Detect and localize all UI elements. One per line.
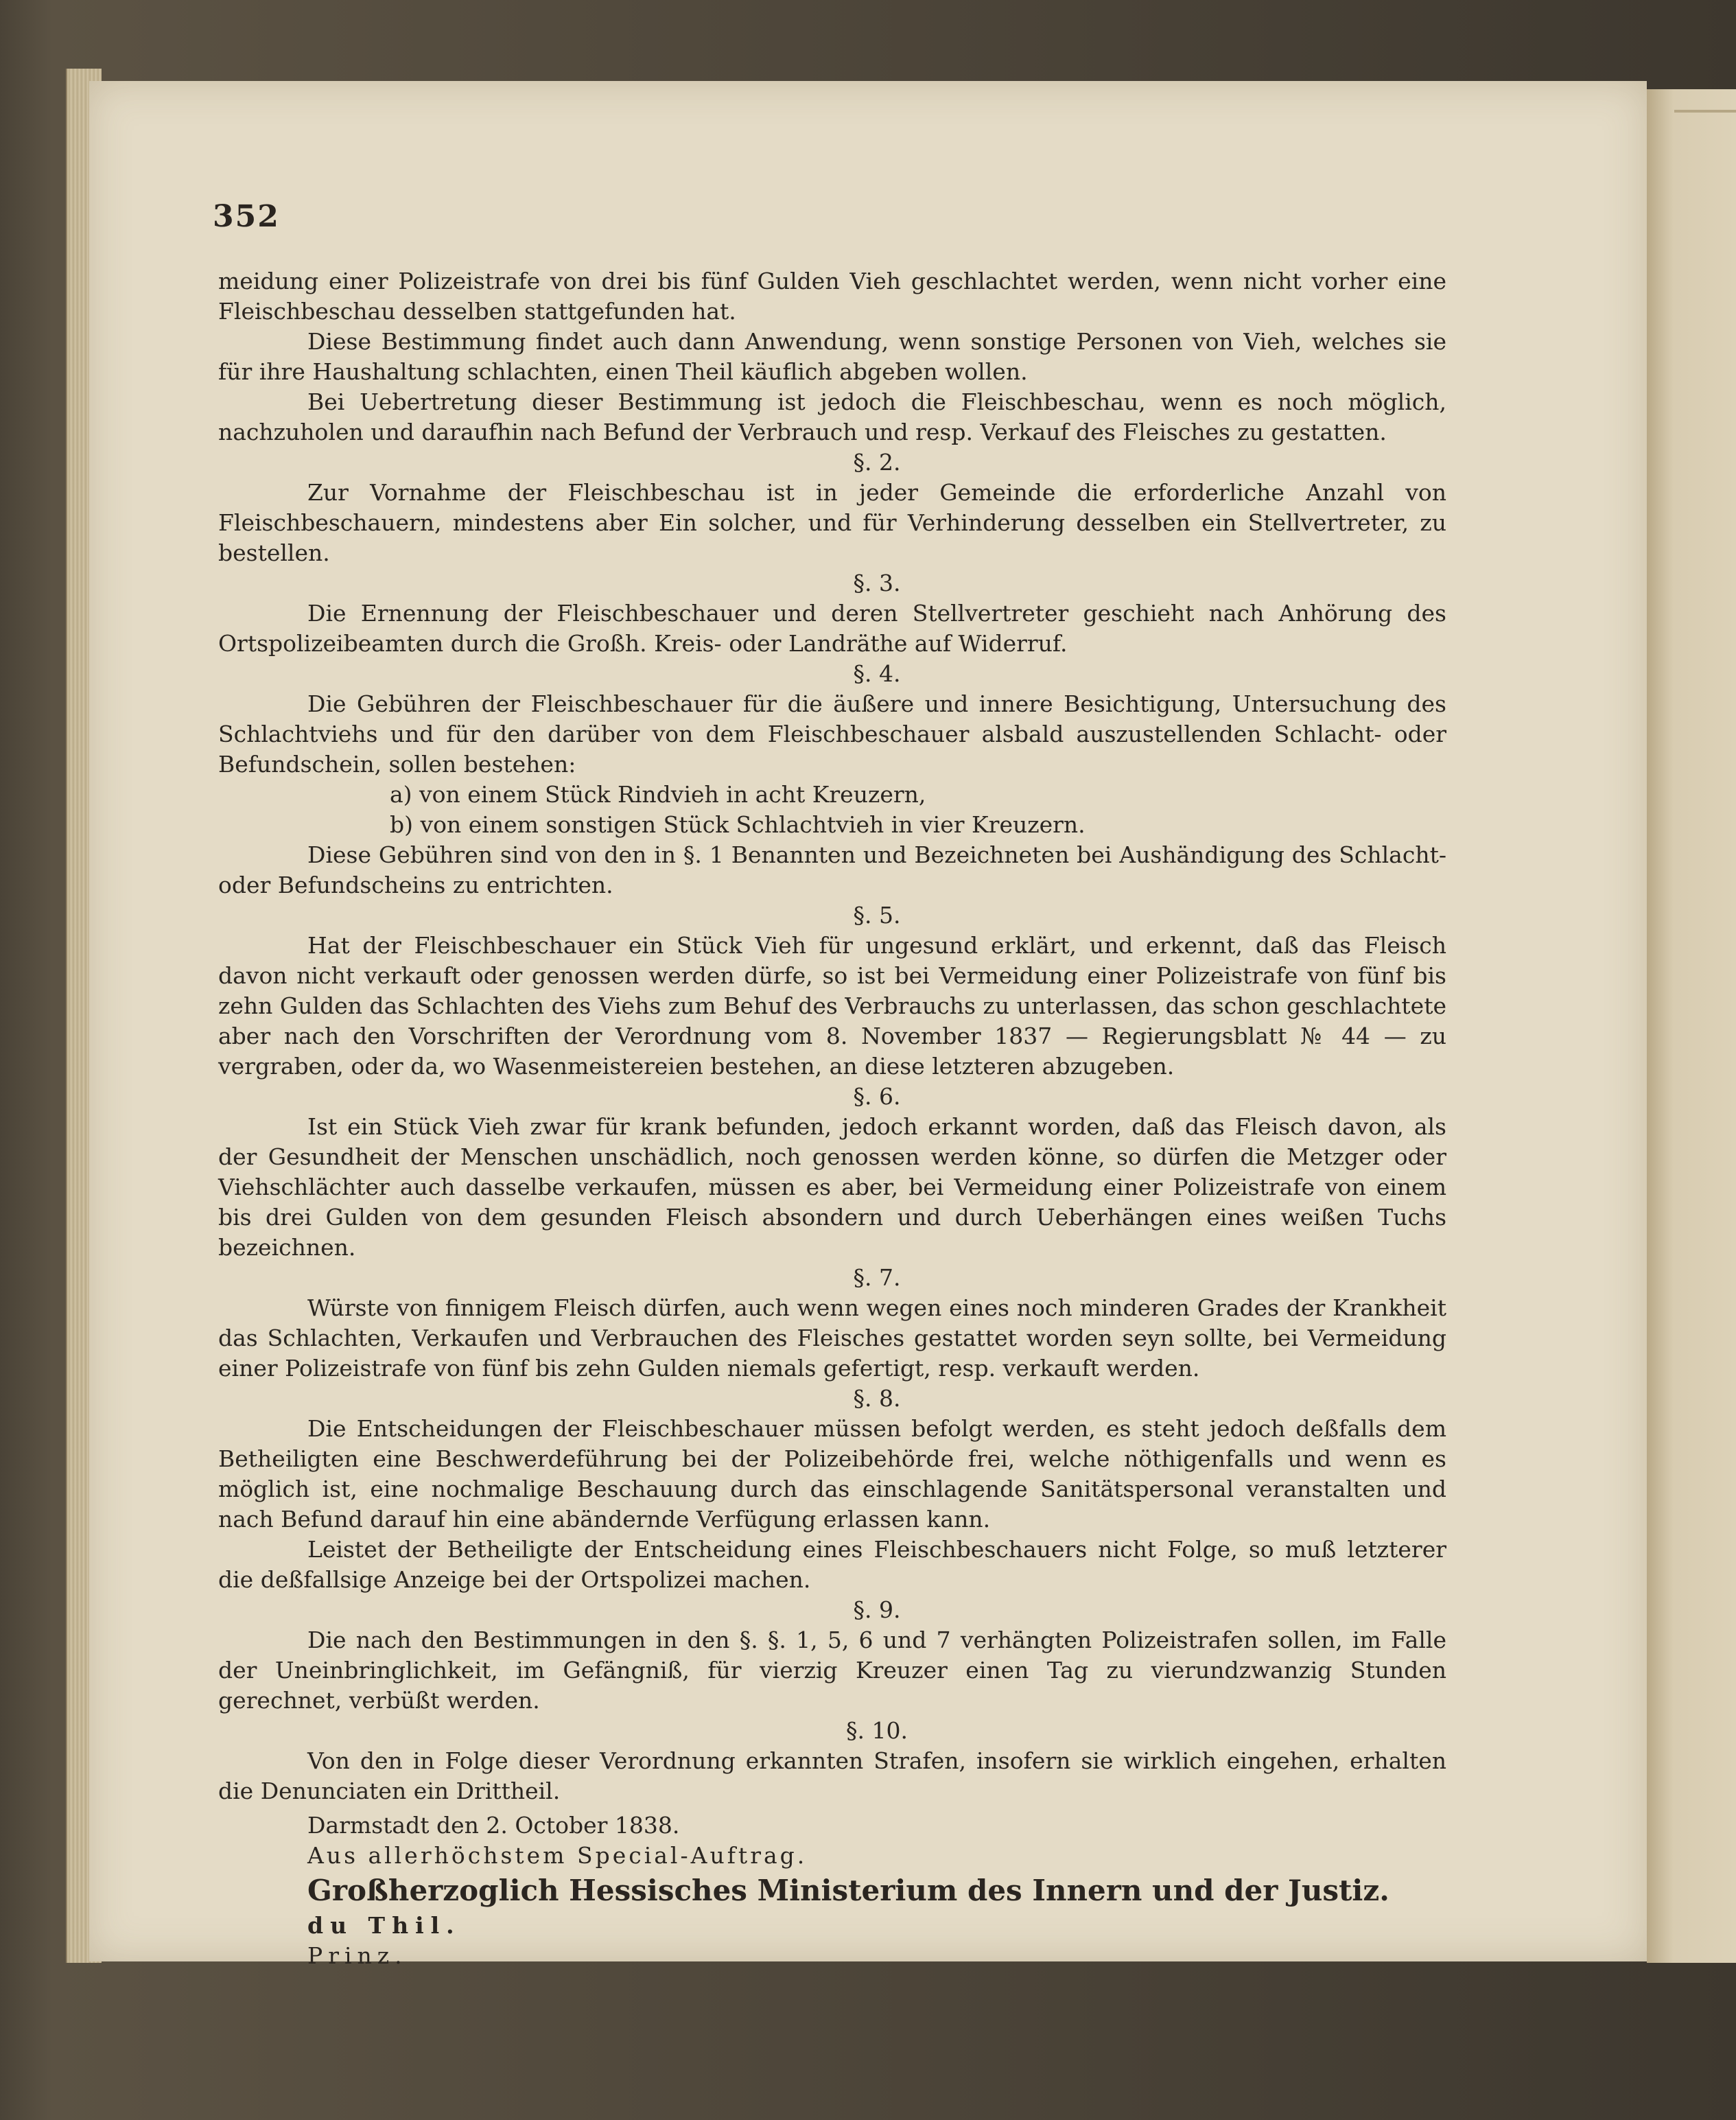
paragraph: Die Gebühren der Fleischbeschauer für die äußere und innere Besichtigung, Untersuchung des Schlachtviehs und für den darüber von dem Fleischbeschauer alsbald auszustellenden Schlacht- oder Befundschein, sollen bestehen: bbox=[218, 690, 1446, 778]
section-heading: §. 3. bbox=[853, 570, 901, 596]
minister-signature: du Thil. bbox=[307, 1912, 461, 1939]
page-number: 352 bbox=[213, 199, 280, 234]
paragraph: Leistet der Betheiligte der Entscheidung eines Fleischbeschauers nicht Folge, so muß letzterer die deßfallsige Anzeige bei der Ortspolizei machen. bbox=[218, 1536, 1446, 1593]
paragraph: Diese Gebühren sind von den in §. 1 Benannten und Bezeichneten bei Aushändigung des Schlacht- oder Befundscheins zu entrichten. bbox=[218, 841, 1446, 898]
list-item: a) von einem Stück Rindvieh in acht Kreuzern, bbox=[390, 781, 926, 808]
paragraph: Bei Uebertretung dieser Bestimmung ist jedoch die Fleischbeschau, wenn es noch möglich, nachzuholen und daraufhin nach Befund der Verbrauch und resp. Verkauf des Fleisches zu gestatten. bbox=[218, 388, 1446, 445]
facing-page-mark bbox=[1674, 110, 1736, 113]
paragraph: Die Entscheidungen der Fleischbeschauer müssen befolgt werden, es steht jedoch deßfalls dem Betheiligten eine Beschwerdeführung bei der Polizeibehörde frei, welche nöthigenfalls und wenn es möglich ist, eine nochmalige Beschauung durch das einschlagende Sanitätspersonal veranstalten und nach Befund darauf hin eine abändernde Verfügung erlassen kann. bbox=[218, 1415, 1446, 1533]
section-heading: §. 5. bbox=[853, 902, 901, 929]
paragraph: Würste von finnigem Fleisch dürfen, auch wenn wegen eines noch minderen Grades der Krankheit das Schlachten, Verkaufen und Verbrauchen des Fleisches gestattet worden seyn sollte, bei Vermeidung einer Polizeistrafe von fünf bis zehn Gulden niemals gefertigt, resp. verkauft werden. bbox=[218, 1294, 1446, 1382]
paragraph: Zur Vornahme der Fleischbeschau ist in jeder Gemeinde die erforderliche Anzahl von Fleischbeschauern, mindestens aber Ein solcher, und für Verhinderung desselben ein Stellvertreter, zu bestellen. bbox=[218, 479, 1446, 566]
paragraph-continuation: meidung einer Polizeistrafe von drei bis fünf Gulden Vieh geschlachtet werden, wenn nicht vorher eine Fleischbeschau desselben stattgefunden hat. bbox=[218, 268, 1446, 325]
document-body bbox=[218, 266, 1446, 1971]
paragraph-list bbox=[218, 266, 1446, 1806]
section-heading: §. 2. bbox=[853, 449, 901, 476]
section-heading: §. 7. bbox=[853, 1264, 901, 1291]
ministry-line: Großherzoglich Hessisches Ministerium des Innern und der Justiz. bbox=[307, 1874, 1389, 1907]
commission-line: Aus allerhöchstem Special-Auftrag. bbox=[307, 1842, 808, 1869]
signature-block bbox=[218, 1810, 1446, 1971]
section-heading: §. 10. bbox=[846, 1717, 908, 1744]
paragraph: Diese Bestimmung findet auch dann Anwendung, wenn sonstige Personen von Vieh, welches sie für ihre Haushaltung schlachten, einen Theil käuflich abgeben wollen. bbox=[218, 328, 1446, 385]
paragraph: Die Ernennung der Fleischbeschauer und deren Stellvertreter geschieht nach Anhörung des Ortspolizeibeamten durch die Großh. Kreis- oder Landräthe auf Widerruf. bbox=[218, 600, 1446, 657]
section-heading: §. 9. bbox=[853, 1596, 901, 1623]
paragraph: Hat der Fleischbeschauer ein Stück Vieh für ungesund erklärt, und erkennt, daß das Fleisch davon nicht verkauft oder genossen werden dürfe, so ist bei Vermeidung einer Polizeistrafe von fünf bis zehn Gulden das Schlachten des Viehs zum Behuf des Verbrauchs zu unterlassen, das schon geschlachtete aber nach den Vorschriften der Verordnung vom 8. November 1837 — Regierungsblatt № 44 — zu vergraben, oder da, wo Wasenmeistereien bestehen, an diese letzteren abzugeben. bbox=[218, 932, 1446, 1080]
paragraph: Die nach den Bestimmungen in den §. §. 1, 5, 6 und 7 verhängten Polizeistrafen sollen, im Falle der Uneinbringlichkeit, im Gefängniß, für vierzig Kreuzer einen Tag zu vierundzwanzig Stunden gerechnet, verbüßt werden. bbox=[218, 1627, 1446, 1714]
section-heading: §. 6. bbox=[853, 1083, 901, 1110]
paragraph: Von den in Folge dieser Verordnung erkannten Strafen, insofern sie wirklich eingehen, erhalten die Denunciaten ein Drittheil. bbox=[218, 1747, 1446, 1804]
paragraph: Ist ein Stück Vieh zwar für krank befunden, jedoch erkannt worden, daß das Fleisch davon, als der Gesundheit der Menschen unschädlich, noch genossen werden könne, so dürfen die Metzger oder Viehschlächter auch dasselbe verkaufen, müssen es aber, bei Vermeidung einer Polizeistrafe von einem bis drei Gulden von dem gesunden Fleisch absondern und durch Ueberhängen eines weißen Tuchs bezeichnen. bbox=[218, 1113, 1446, 1261]
place-date: Darmstadt den 2. October 1838. bbox=[307, 1812, 680, 1839]
section-heading: §. 8. bbox=[853, 1385, 901, 1412]
facing-page-edge bbox=[1647, 89, 1736, 1963]
section-heading: §. 4. bbox=[853, 660, 901, 687]
list-item: b) von einem sonstigen Stück Schlachtvieh in vier Kreuzern. bbox=[390, 811, 1086, 838]
countersign-signature: Prinz. bbox=[307, 1942, 408, 1969]
